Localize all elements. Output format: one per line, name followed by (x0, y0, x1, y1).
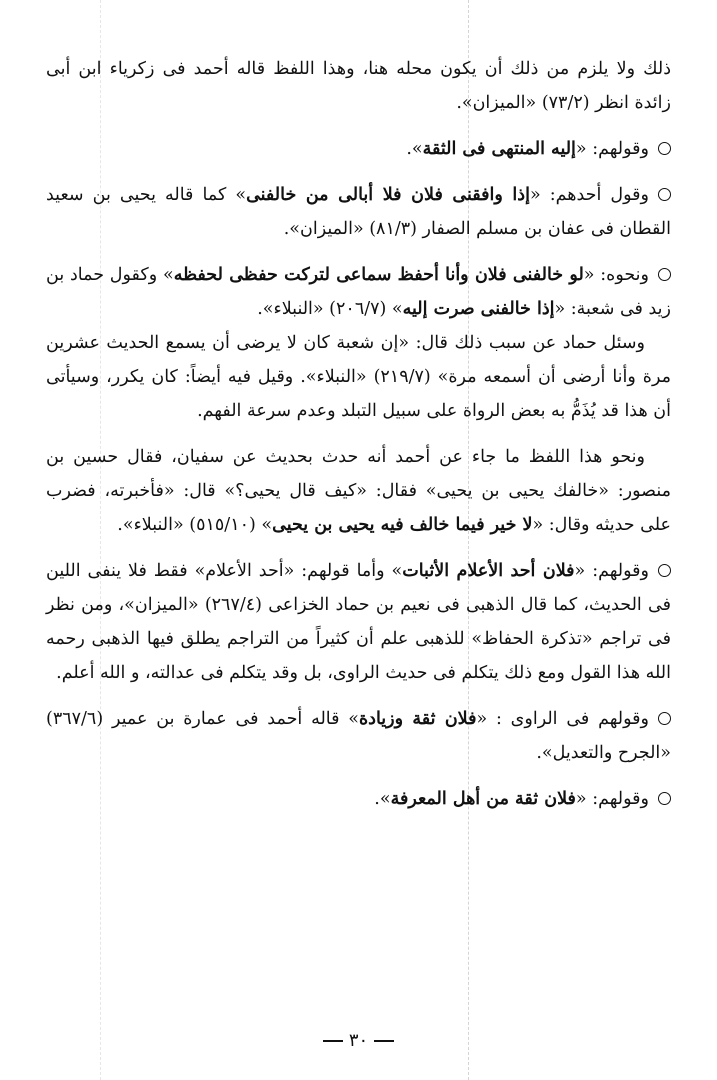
bold-term: إذا وافقنى فلان فلا أبالى من خالفنى (246, 185, 530, 205)
page-number-footer (0, 1030, 717, 1051)
paragraph-bulleted (46, 258, 671, 326)
paragraph-bulleted (46, 554, 671, 690)
bold-term: فلان ثقة من أهل المعرفة (390, 789, 576, 809)
bullet-circle-icon (658, 188, 671, 201)
text-run: » (٥١٥/١٠) «النبلاء». (117, 515, 273, 535)
text-run: ونحوه: « (583, 265, 650, 285)
paragraph-bulleted (46, 782, 671, 816)
text-run: ونحو هذا اللفظ ما جاء عن أحمد أنه حدث بحديث عن سفيان، فقال حسين بن منصور: «خالفك يحيى بن يحيى» فقال: «كيف قال يحيى؟» قال: «فأخبرته، فضرب على حديثه وقال: « (46, 447, 671, 535)
text-run: ذلك ولا يلزم من ذلك أن يكون محله هنا، وهذا اللفظ قاله أحمد فى زكرياء ابن أبى زائدة انظر (٧٣/٢) «الميزان». (46, 59, 671, 113)
text-run: وسئل حماد عن سبب ذلك قال: «إن شعبة كان لا يرضى أن يسمع الحديث عشرين مرة وأنا أرضى أن أسمعه مرة» (٢١٩/٧) «النبلاء». وقيل فيه أيضاً: كان يكرر، وسيأتى أن هذا قد يُذَمُّ به بعض الرواة على سبيل التبلد وعدم سرعة الفهم. (46, 333, 671, 421)
paragraph (46, 52, 671, 120)
bold-term: فلان أحد الأعلام الأثبات (402, 561, 575, 581)
paragraph-bulleted (46, 702, 671, 770)
page-number: ٣٠ (348, 1030, 369, 1051)
bold-term: إليه المنتهى فى الثقة (422, 139, 576, 159)
text-run: » وكقول حماد بن زيد فى شعبة: « (46, 265, 671, 319)
text-run: » قاله أحمد فى عمارة بن عمير (٣٦٧/٦) «الجرح والتعديل». (46, 709, 671, 763)
bold-term: إذا خالفنى صرت إليه (402, 299, 555, 319)
footer-dash (374, 1040, 394, 1042)
paragraph-bulleted (46, 132, 671, 166)
text-run: » (٢٠٦/٧) «النبلاء». (257, 299, 403, 319)
bullet-circle-icon (658, 142, 671, 155)
bold-term: لو خالفنى فلان وأنا أحفظ سماعى لتركت حفظى لحفظه (173, 265, 584, 285)
footer-dash (323, 1040, 343, 1042)
paragraph (46, 326, 671, 428)
bold-term: لا خير فيما خالف فيه يحيى بن يحيى (272, 515, 533, 535)
bullet-circle-icon (658, 712, 671, 725)
text-run: وقولهم: « (575, 139, 649, 159)
text-run: ». (406, 139, 423, 159)
text-run: وقولهم: « (574, 561, 649, 581)
bullet-circle-icon (658, 564, 671, 577)
bullet-circle-icon (658, 792, 671, 805)
text-run: » وأما قولهم: «أحد الأعلام» فقط فلا ينفى اللين فى الحديث، كما قال الذهبى فى نعيم بن حماد الخزاعى (٢٦٧/٤) «الميزان»، ومن نظر فى تراجم «تذكرة الحفاظ» للذهبى علم أن كثيراً من التراجم يطلق فيها الذهبى رحمه الله هذا القول ومع ذلك يتكلم فى حديث الراوى، بل وقد يتكلم فى عدالته، و الله أعلم. (46, 561, 671, 683)
text-run: وقول أحدهم: « (529, 185, 649, 205)
bold-term: فلان ثقة وزيادة (359, 709, 477, 729)
text-run: وقولهم: « (575, 789, 649, 809)
paragraph (46, 440, 671, 542)
body-text (46, 52, 671, 816)
text-run: » كما قاله يحيى بن سعيد القطان فى عفان بن مسلم الصفار (٨١/٣) «الميزان». (46, 185, 671, 239)
bullet-circle-icon (658, 268, 671, 281)
paragraph-bulleted (46, 178, 671, 246)
text-run: وقولهم فى الراوى : « (476, 709, 649, 729)
text-run: ». (374, 789, 391, 809)
